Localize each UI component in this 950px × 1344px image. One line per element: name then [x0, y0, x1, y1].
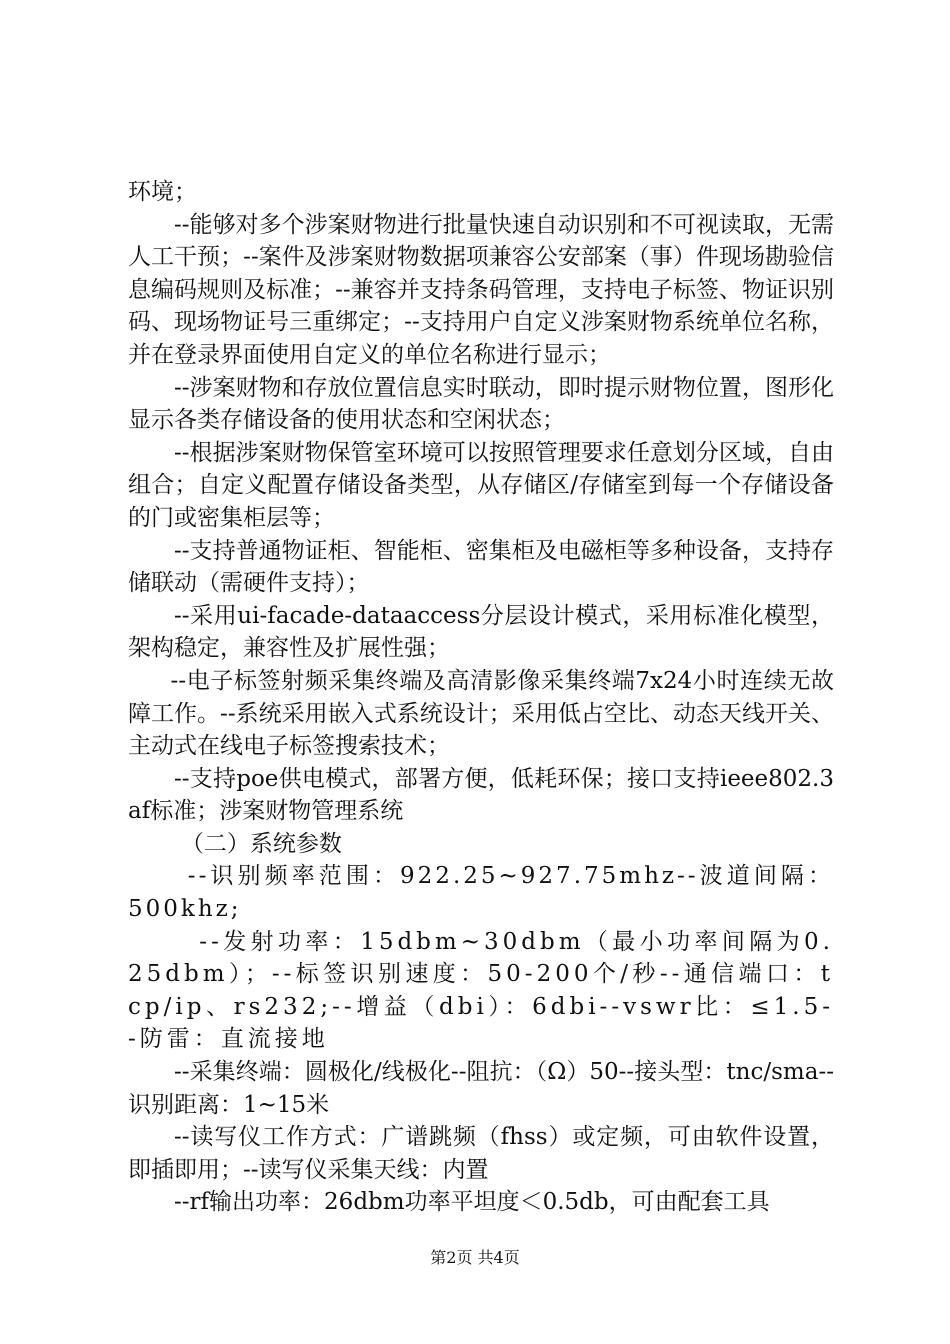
paragraph-reader-mode: --读写仪工作方式：广谱跳频（fhss）或定频，可由软件设置，即插即用；--读写仪采集天线：内置: [128, 1124, 834, 1183]
paragraph-batch-recognition: --能够对多个涉案财物进行批量快速自动识别和不可视读取，无需人工干预；--案件及涉案财物数据项兼容公安部案（事）件现场勘验信息编码规则及标准；--兼容并支持条码管理，支持电子标签、物证识别码、现场物证号三重绑定；--支持用户自定义涉案财物系统单位名称，并在登录界面使用自定义的单位名称进行显示；: [128, 211, 834, 368]
paragraph-transmit-power: --发射功率：15dbm~30dbm（最小功率间隔为0.25dbm）；--标签识别速度：50-200个/秒--通信端口：tcp/ip、rs232;--增益（dbi）：6dbi--vswr比：≤1.5--防雷：直流接地: [128, 928, 834, 1053]
document-body: [128, 176, 834, 1219]
paragraph-location-linkage: --涉案财物和存放位置信息实时联动，即时提示财物位置，图形化显示各类存储设备的使用状态和空闲状态；: [128, 374, 834, 434]
paragraph-layered-design: --采用ui-facade-dataaccess分层设计模式，采用标准化模型，架构稳定，兼容性及扩展性强；: [128, 602, 834, 662]
paragraph-poe-support: --支持poe供电模式，部署方便，低耗环保；接口支持ieee802.3af标准；涉案财物管理系统: [128, 765, 834, 825]
paragraph-frequency-range: --识别频率范围：922.25~927.75mhz--波道间隔：500khz;: [128, 863, 834, 923]
paragraph-environment: 环境；: [128, 179, 197, 205]
paragraph-terminal-operation: --电子标签射频采集终端及高清影像采集终端7x24小时连续无故障工作。--系统采用嵌入式系统设计；采用低占空比、动态天线开关、主动式在线电子标签搜索技术；: [128, 667, 834, 760]
paragraph-area-division: --根据涉案财物保管室环境可以按照管理要求任意划分区域，自由组合；自定义配置存储设备类型，从存储区/存储室到每一个存储设备的门或密集柜层等；: [128, 439, 834, 531]
paragraph-collection-terminal: --采集终端：圆极化/线极化--阻抗：（Ω）50--接头型：tnc/sma--识别距离：1~15米: [128, 1059, 834, 1118]
paragraph-rf-output: --rf输出功率：26dbm功率平坦度＜0.5db，可由配套工具: [174, 1189, 770, 1216]
paragraph-cabinet-support: --支持普通物证柜、智能柜、密集柜及电磁柜等多种设备，支持存储联动（需硬件支持）；: [128, 537, 834, 597]
section-heading-system-parameters: （二）系统参数: [180, 830, 342, 857]
page-footer: 第2页 共4页: [430, 1248, 520, 1267]
